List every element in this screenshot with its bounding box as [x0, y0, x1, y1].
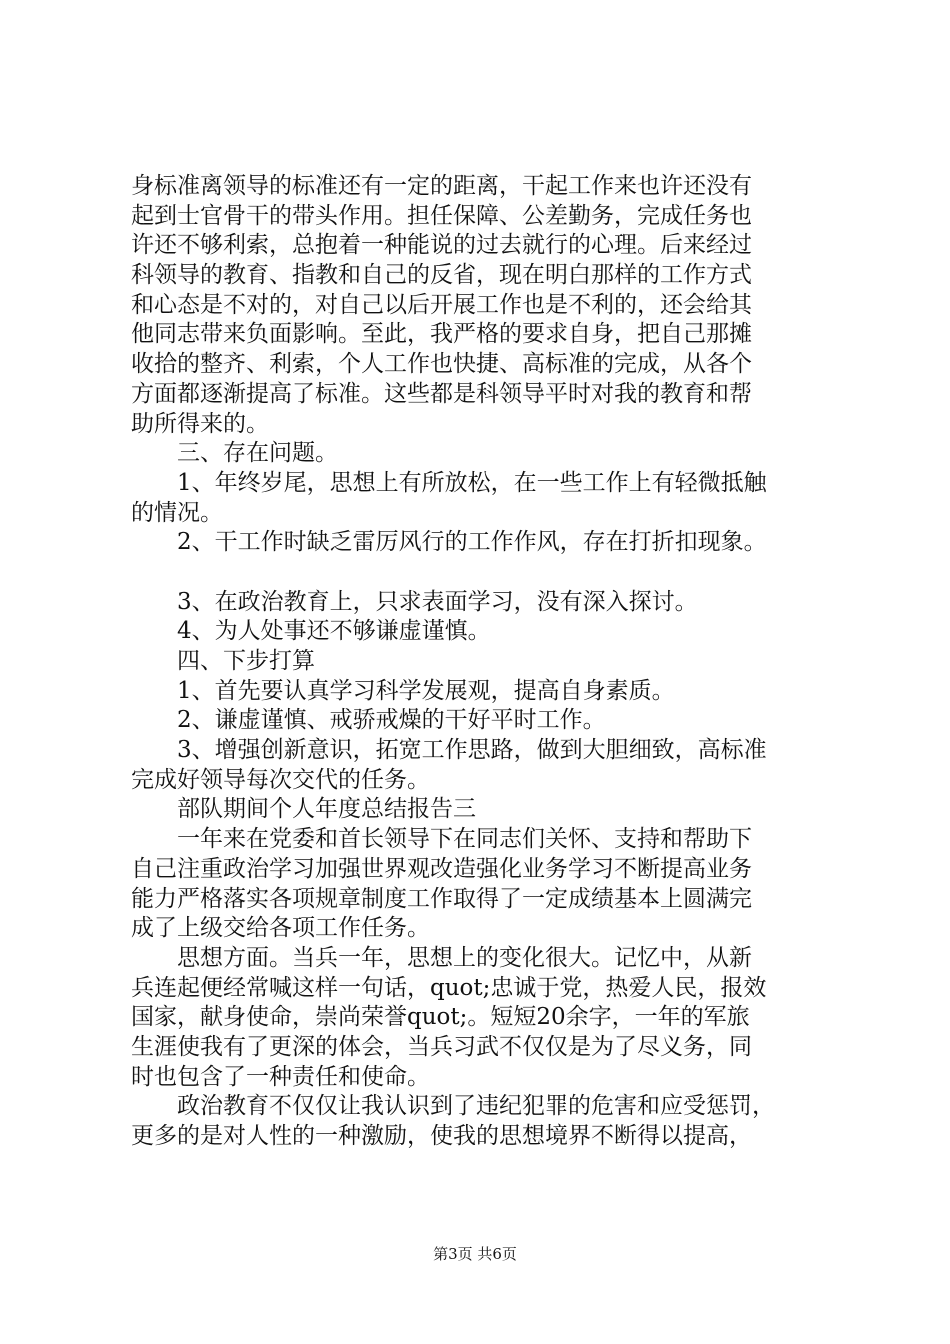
text-line: 许还不够利索，总抱着一种能说的过去就行的心理。后来经过: [131, 232, 752, 259]
text-line: 收拾的整齐、利索，个人工作也快捷、高标准的完成，从各个: [131, 351, 752, 378]
text-line: 更多的是对人性的一种激励，使我的思想境界不断得以提高，: [131, 1123, 752, 1149]
text-line: 他同志带来负面影响。至此，我严格的要求自身，把自己那摊: [131, 321, 752, 348]
text-line: 能力严格落实各项规章制度工作取得了一定成绩基本上圆满完: [131, 885, 752, 912]
page-number: 第3页 共6页: [433, 1245, 517, 1263]
document-body: [131, 172, 831, 1152]
text-line: 完成好领导每次交代的任务。: [131, 766, 430, 793]
list-item: 2、谦虚谨慎、戒骄戒燥的干好平时工作。: [177, 707, 606, 734]
list-item: 3、增强创新意识，拓宽工作思路，做到大胆细致，高标准: [177, 737, 767, 764]
text-line: 和心态是不对的，对自己以后开展工作也是不利的，还会给其: [131, 291, 752, 318]
text-line: 国家，献身使命，崇尚荣誉quot;。短短20余字，一年的军旅: [131, 1004, 750, 1031]
text-line: 成了上级交给各项工作任务。: [131, 915, 430, 942]
paragraph-start: 思想方面。当兵一年，思想上的变化很大。记忆中，从新: [177, 944, 752, 971]
paragraph-start: 政治教育不仅仅让我认识到了违纪犯罪的危害和应受惩罚，: [177, 1093, 775, 1120]
blank-line: [131, 558, 831, 588]
text-line: 时也包含了一种责任和使命。: [131, 1063, 430, 1090]
list-item: 3、在政治教育上，只求表面学习，没有深入探讨。: [177, 588, 698, 615]
text-line: 兵连起便经常喊这样一句话，quot;忠诚于党，热爱人民，报效: [131, 974, 767, 1001]
section-heading: 四、下步打算: [177, 648, 315, 674]
section-heading: 三、存在问题。: [177, 440, 338, 467]
text-line: 身标准离领导的标准还有一定的距离，干起工作来也许还没有: [131, 173, 752, 199]
text-line: 生涯使我有了更深的体会，当兵习武不仅仅是为了尽义务，同: [131, 1033, 752, 1060]
text-line: 科领导的教育、指教和自己的反省，现在明白那样的工作方式: [131, 262, 752, 289]
report-title: 部队期间个人年度总结报告三: [177, 796, 476, 823]
text-line: 方面都逐渐提高了标准。这些都是科领导平时对我的教育和帮: [131, 380, 752, 407]
text-line: 助所得来的。: [131, 410, 269, 437]
text-line: 自己注重政治学习加强世界观改造强化业务学习不断提高业务: [131, 855, 752, 882]
text-line: 的情况。: [131, 499, 223, 526]
list-item: 1、年终岁尾，思想上有所放松，在一些工作上有轻微抵触: [177, 469, 767, 496]
list-item: 1、首先要认真学习科学发展观，提高自身素质。: [177, 677, 675, 704]
list-item: 4、为人处事还不够谦虚谨慎。: [177, 618, 491, 645]
text-line: 起到士官骨干的带头作用。担任保障、公差勤务，完成任务也: [131, 202, 752, 229]
list-item: 2、干工作时缺乏雷厉风行的工作作风，存在打折扣现象。: [177, 529, 767, 556]
paragraph-start: 一年来在党委和首长领导下在同志们关怀、支持和帮助下: [177, 826, 752, 853]
